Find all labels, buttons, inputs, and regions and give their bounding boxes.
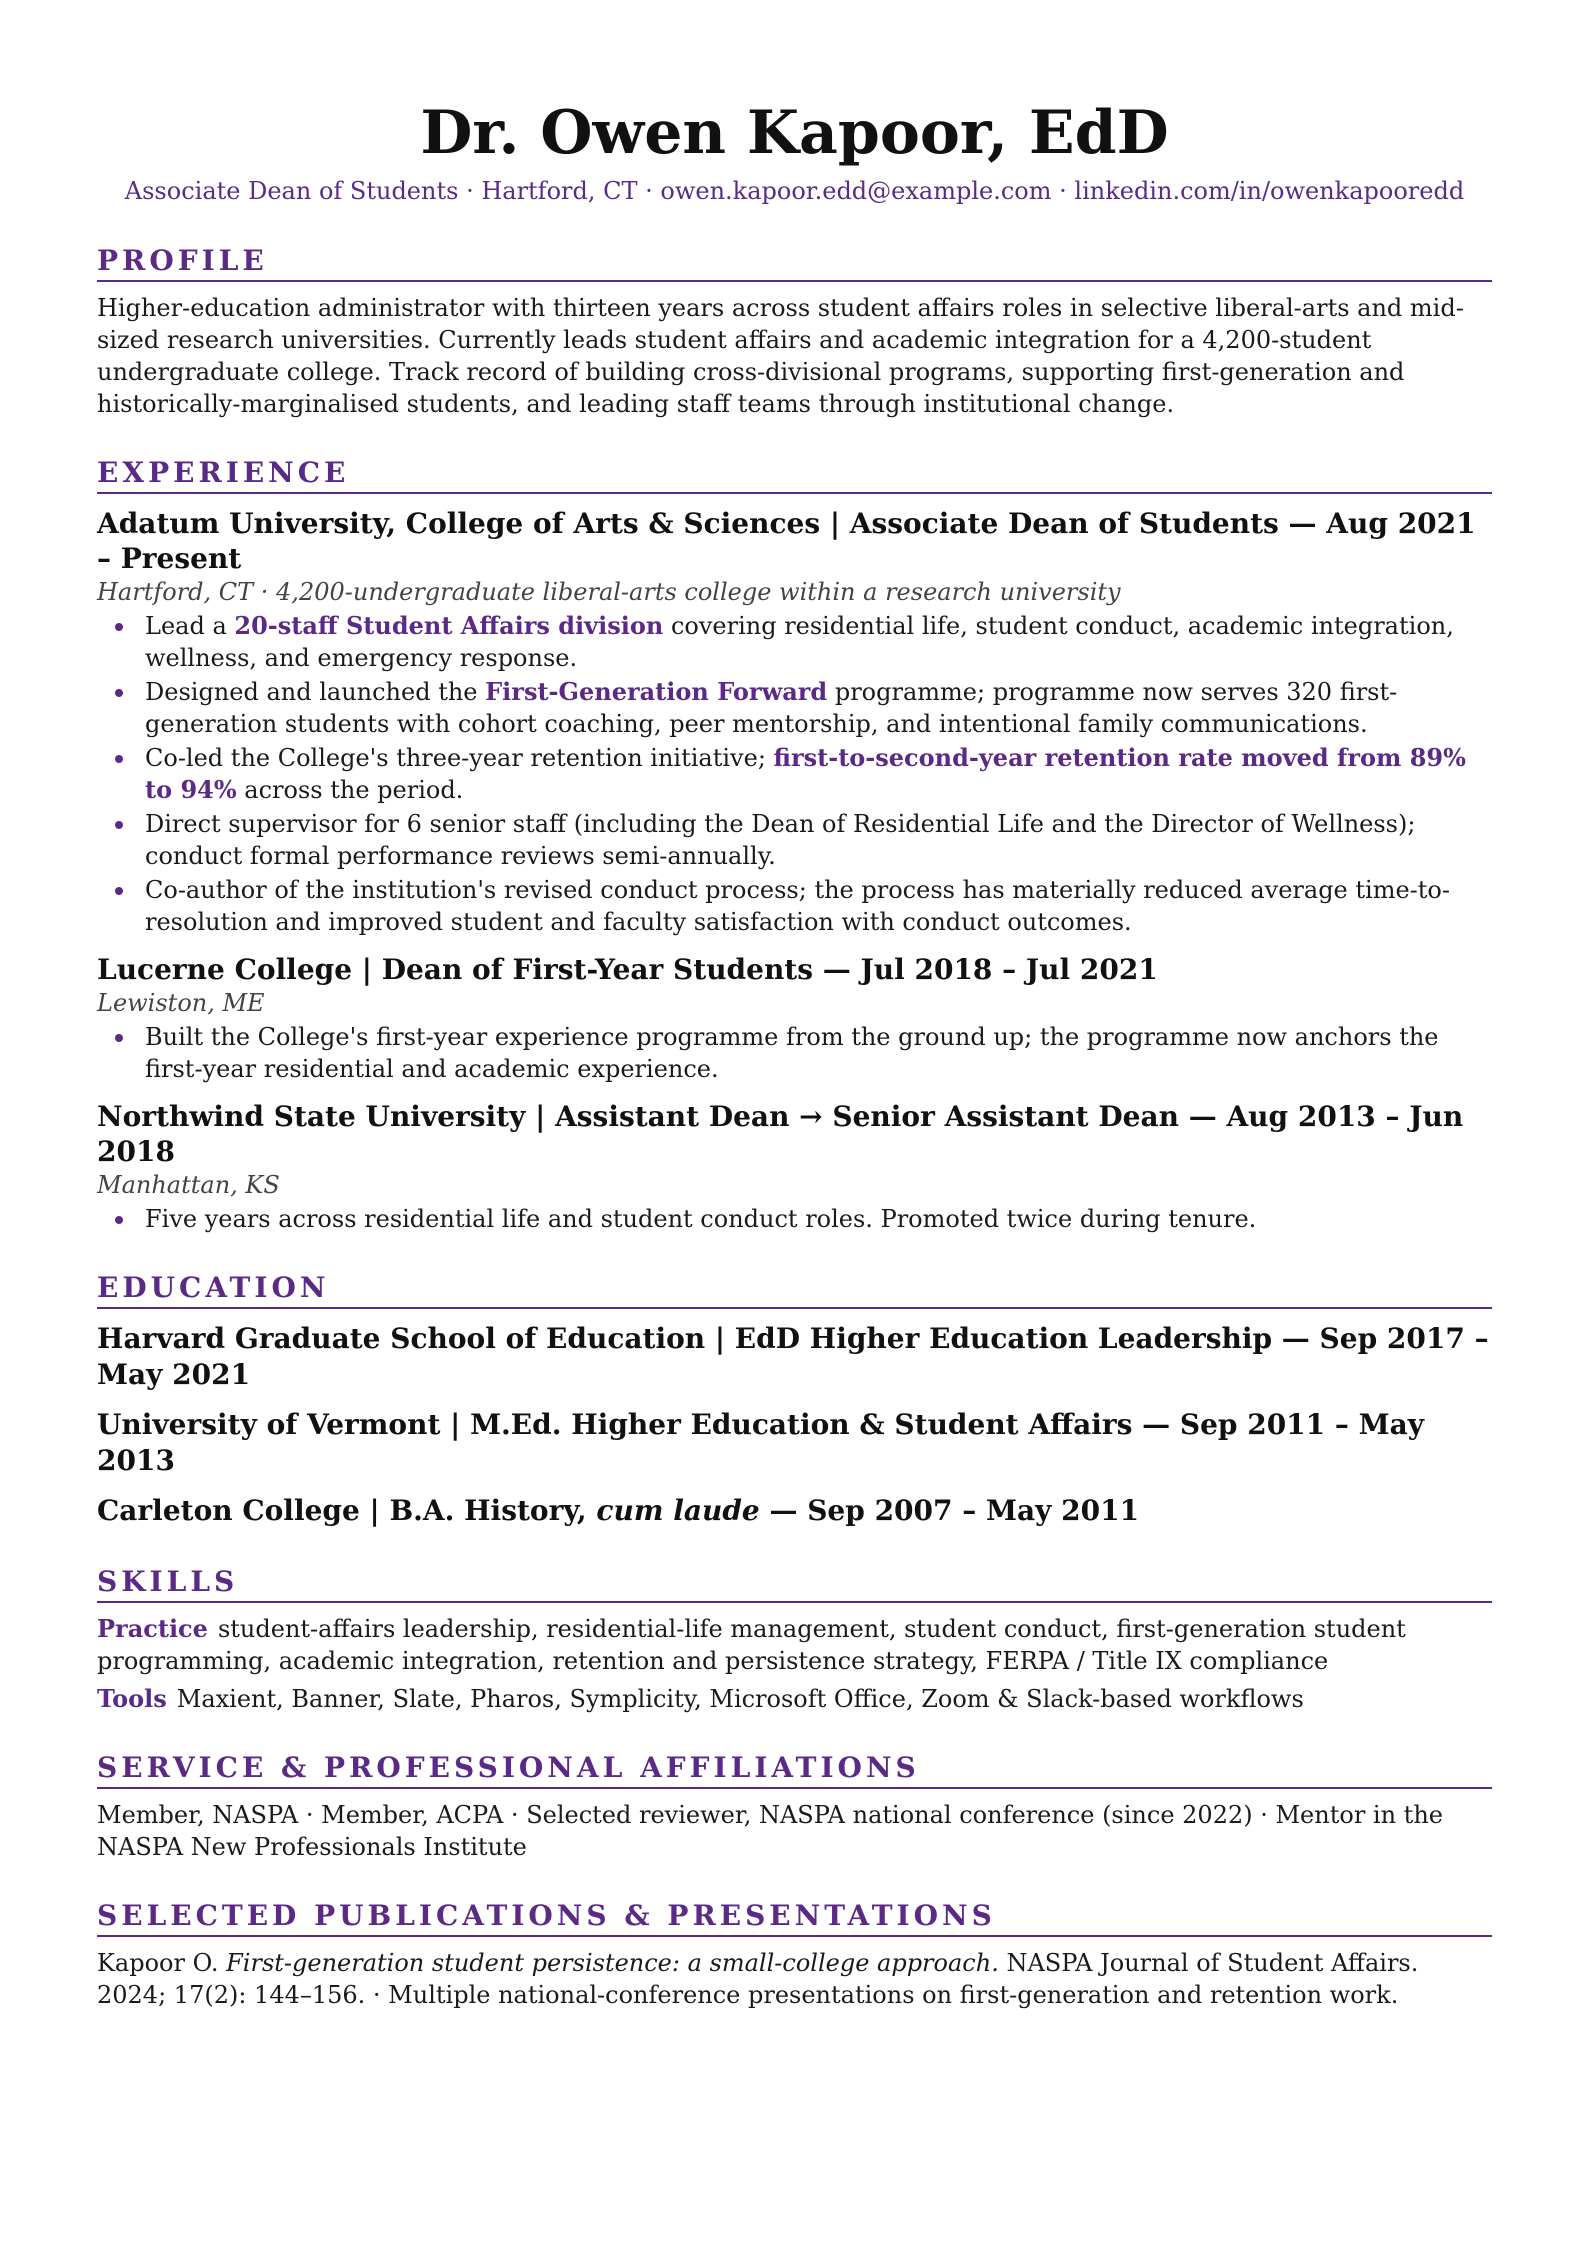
- publication-text: [97, 1947, 1492, 2011]
- skill-label: Practice: [97, 1614, 208, 1643]
- bullet-highlight: 20-staff Student Affairs division: [234, 611, 664, 640]
- publications-section: [97, 1899, 1492, 2011]
- service-text: Member, NASPA · Member, ACPA · Selected reviewer, NASPA national conference (since 2022) · Mentor in the NASPA New Professionals Institute: [97, 1801, 1443, 1861]
- bullet-text: Lead a: [145, 612, 235, 640]
- bullet-item: [145, 808, 1492, 872]
- bullet-text: Built the College's first-year experience programme from the ground up; the programme now anchors the first-year residential and academic experience.: [145, 1023, 1439, 1083]
- education-text: Harvard Graduate School of Education | EdD Higher Education Leadership — Sep 2017 – May 2021: [97, 1322, 1489, 1391]
- bullet-text: Designed and launched the: [145, 678, 486, 706]
- bullet-text: Co-author of the institution's revised conduct process; the process has materially reduced average time-to-resolution and improved student and faculty satisfaction with conduct outcomes.: [145, 876, 1450, 936]
- section-title-education: EDUCATION: [97, 1271, 1492, 1309]
- contact-email[interactable]: owen.kapoor.edd@example.com: [660, 177, 1052, 205]
- publication-details: NASPA Journal of Student Affairs. 2024; 17(2): 144–156. · Multiple national-conference presentations on first-generation and retention work.: [97, 1949, 1419, 2009]
- skill-row: [97, 1683, 1492, 1715]
- education-section: [97, 1271, 1492, 1529]
- bullet-text: programme; programme now serves 320 first-generation students with cohort coaching, peer mentorship, and intentional family communications.: [145, 678, 1398, 738]
- publication-author: Kapoor O.: [97, 1949, 227, 1977]
- contact-location: Hartford, CT: [481, 177, 638, 205]
- job-heading: Lucerne College | Dean of First-Year Students — Jul 2018 – Jul 2021: [97, 953, 1158, 986]
- education-dates: — Sep 2007 – May 2011: [759, 1494, 1140, 1527]
- bullet-text: covering residential life, student conduct, academic integration, wellness, and emergency response.: [145, 612, 1454, 672]
- contact-role: Associate Dean of Students: [124, 177, 459, 205]
- bullet-text: across the period.: [236, 776, 464, 804]
- contact-line: [97, 174, 1492, 208]
- education-entry: [97, 1321, 1492, 1393]
- education-text: University of Vermont | M.Ed. Higher Education & Student Affairs — Sep 2011 – May 2013: [97, 1408, 1425, 1477]
- bullet-highlight: First-Generation Forward: [485, 677, 828, 706]
- bullet-item: [145, 610, 1492, 674]
- section-title-skills: SKILLS: [97, 1565, 1492, 1603]
- skills-section: [97, 1565, 1492, 1715]
- section-title-publications: SELECTED PUBLICATIONS & PRESENTATIONS: [97, 1899, 1492, 1937]
- contact-separator: ·: [637, 177, 661, 205]
- profile-text: Higher-education administrator with thirteen years across student affairs roles in selective liberal-arts and mid-sized research universities. Currently leads student affairs and academic integration for a 4,200-student undergraduate college. Track record of building cross-divisional programs, supporting first-generation and historically-marginalised students, and leading staff teams through institutional change.: [97, 294, 1464, 418]
- contact-separator: ·: [1051, 177, 1075, 205]
- skill-label: Tools: [97, 1684, 167, 1713]
- education-honor: cum laude: [596, 1494, 760, 1527]
- education-entry: [97, 1407, 1492, 1479]
- experience-section: [97, 456, 1492, 1235]
- job-subheading: Manhattan, KS: [97, 1171, 280, 1199]
- bullet-item: [145, 742, 1492, 806]
- bullet-item: [145, 874, 1492, 938]
- contact-linkedin[interactable]: linkedin.com/in/owenkapooredd: [1074, 177, 1465, 205]
- contact-separator: ·: [458, 177, 482, 205]
- job-subheading: Hartford, CT · 4,200-undergraduate liberal-arts college within a research university: [97, 578, 1121, 606]
- candidate-name: Dr. Owen Kapoor, EdD: [420, 98, 1169, 168]
- job-entry: [97, 506, 1492, 938]
- job-heading: Adatum University, College of Arts & Sciences | Associate Dean of Students — Aug 2021 – Present: [97, 507, 1476, 575]
- skill-text: student-affairs leadership, residential-life management, student conduct, first-generation student programming, academic integration, retention and persistence strategy, FERPA / Title IX compliance: [97, 1615, 1406, 1675]
- section-title-profile: PROFILE: [97, 244, 1492, 282]
- bullet-text: Co-led the College's three-year retention initiative;: [145, 744, 774, 772]
- publication-title: First-generation student persistence: a small-college approach.: [226, 1949, 999, 1977]
- job-bullets: [97, 1203, 1492, 1235]
- job-bullets: [97, 1021, 1492, 1085]
- bullet-item: [145, 676, 1492, 740]
- bullet-text: Direct supervisor for 6 senior staff (including the Dean of Residential Life and the Director of Wellness); conduct formal performance reviews semi-annually.: [145, 810, 1416, 870]
- section-title-experience: EXPERIENCE: [97, 456, 1492, 494]
- job-subheading: Lewiston, ME: [97, 989, 265, 1017]
- education-entry: [97, 1493, 1492, 1529]
- bullet-item: [145, 1203, 1492, 1235]
- bullet-highlight: first-to-second-year retention rate moved from 89% to 94%: [145, 743, 1466, 804]
- job-entry: [97, 952, 1492, 1085]
- service-section: [97, 1751, 1492, 1863]
- education-text: Carleton College | B.A. History,: [97, 1494, 597, 1527]
- job-entry: [97, 1099, 1492, 1235]
- bullet-item: [145, 1021, 1492, 1085]
- skill-row: [97, 1613, 1492, 1677]
- job-bullets: [97, 610, 1492, 938]
- profile-section: [97, 244, 1492, 420]
- bullet-text: Five years across residential life and student conduct roles. Promoted twice during tenure.: [145, 1205, 1257, 1233]
- skill-text: Maxient, Banner, Slate, Pharos, Symplicity, Microsoft Office, Zoom & Slack-based workflows: [176, 1685, 1304, 1713]
- job-heading: Northwind State University | Assistant Dean → Senior Assistant Dean — Aug 2013 – Jun 2018: [97, 1100, 1464, 1168]
- section-title-service: SERVICE & PROFESSIONAL AFFILIATIONS: [97, 1751, 1492, 1789]
